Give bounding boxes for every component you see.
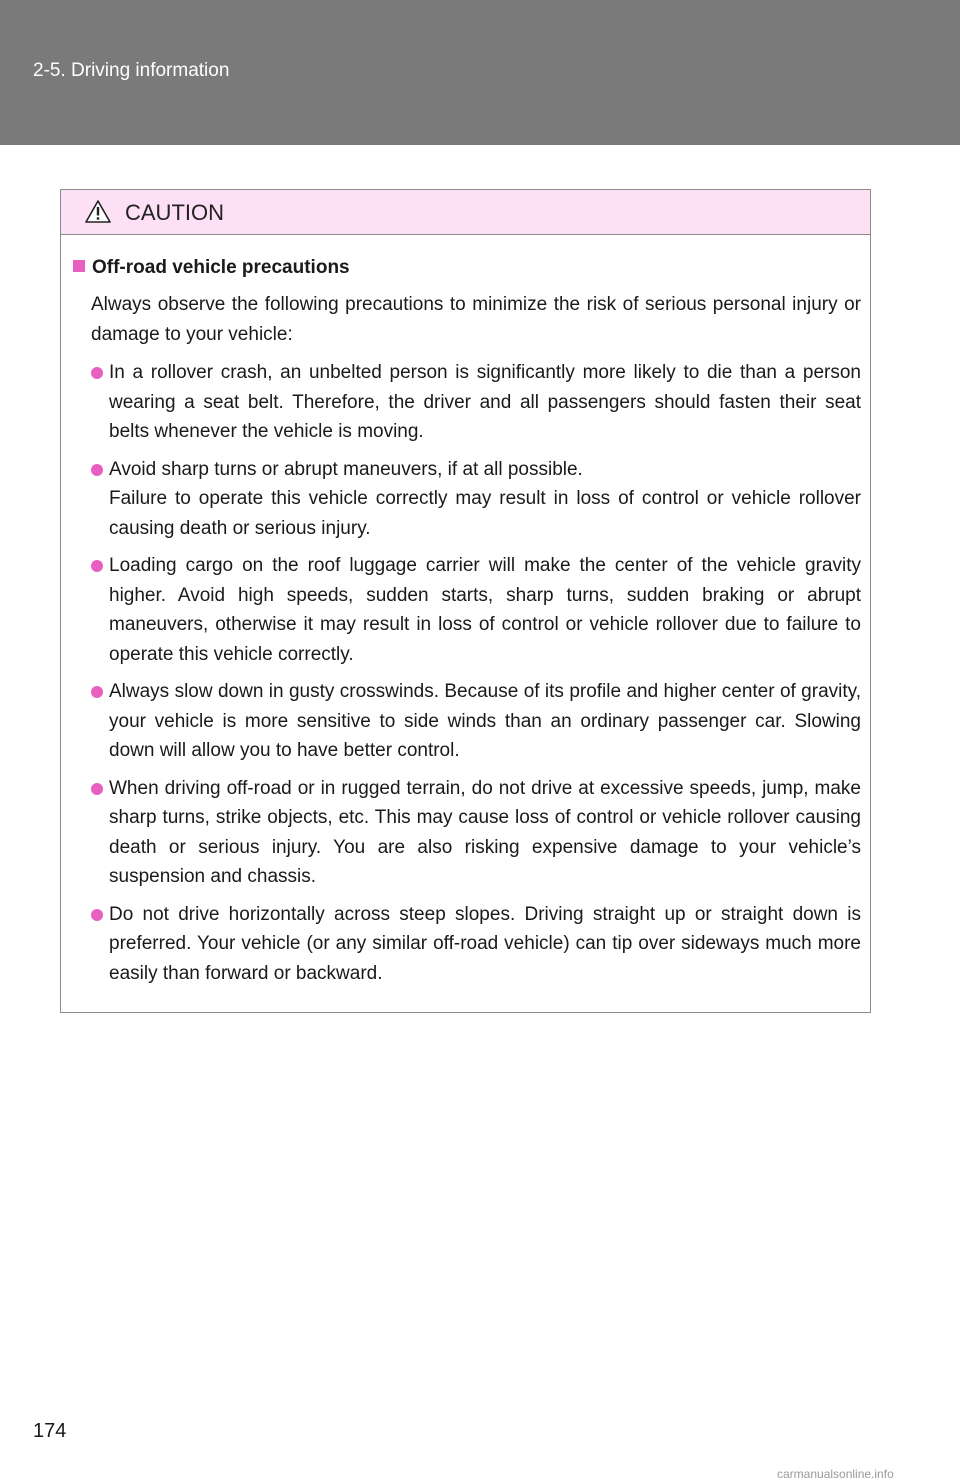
section-heading: 2-5. Driving information — [33, 60, 230, 81]
precaution-item — [91, 774, 861, 892]
intro-paragraph: Always observe the following precautions to minimize the risk of serious personal injury or damage to your vehicle: — [91, 294, 861, 345]
precaution-text: Do not drive horizontally across steep slopes. Driving straight up or straight down is preferred. Your vehicle (or any similar off-road vehicle) can tip over sideways much more easily than forward or backward. — [109, 903, 861, 984]
warning-triangle-icon — [85, 200, 111, 223]
precaution-text: Failure to operate this vehicle correctly may result in loss of control or vehicle rollover causing death or serious injury. — [109, 488, 861, 539]
page-number: 174 — [33, 1420, 67, 1442]
precaution-item — [91, 551, 861, 669]
caution-box — [60, 189, 871, 1013]
circle-bullet-icon — [91, 783, 103, 795]
precaution-text: In a rollover crash, an unbelted person is significantly more likely to die than a person wearing a seat belt. Therefore, the driver and all passengers should fasten their seat belts whenever the vehicle is moving. — [109, 362, 861, 442]
section-title — [73, 257, 350, 279]
precaution-list — [91, 358, 861, 996]
square-bullet-icon — [73, 260, 85, 272]
circle-bullet-icon — [91, 686, 103, 698]
circle-bullet-icon — [91, 367, 103, 379]
precaution-text: Always slow down in gusty crosswinds. Because of its profile and higher center of gravity, your vehicle is more sensitive to side winds than an ordinary passenger car. Slowing down will allow you to have better control. — [109, 681, 861, 761]
precaution-item — [91, 900, 861, 989]
caution-title: CAUTION — [125, 200, 224, 225]
precaution-item — [91, 455, 861, 544]
header-bar — [0, 0, 960, 145]
precaution-text: Loading cargo on the roof luggage carrier will make the center of the vehicle gravity higher. Avoid high speeds, sudden starts, sharp turns, sudden braking or abrupt maneuvers, otherwise it may result in loss of control or vehicle rollover due to failure to operate this vehicle correctly. — [109, 555, 861, 665]
precaution-text: When driving off-road or in rugged terrain, do not drive at excessive speeds, jump, make sharp turns, strike objects, etc. This may cause loss of control or vehicle rollover causing death or serious injury. You are also risking expensive damage to your vehicle’s suspension and chassis. — [109, 777, 861, 887]
circle-bullet-icon — [91, 464, 103, 476]
watermark: carmanualsonline.info — [777, 1467, 894, 1481]
precaution-text: Avoid sharp turns or abrupt maneuvers, if at all possible. — [109, 458, 583, 480]
precaution-item — [91, 677, 861, 766]
section-title-text: Off-road vehicle precautions — [92, 257, 350, 278]
circle-bullet-icon — [91, 560, 103, 572]
circle-bullet-icon — [91, 909, 103, 921]
caution-header — [61, 190, 870, 235]
precaution-item — [91, 358, 861, 447]
